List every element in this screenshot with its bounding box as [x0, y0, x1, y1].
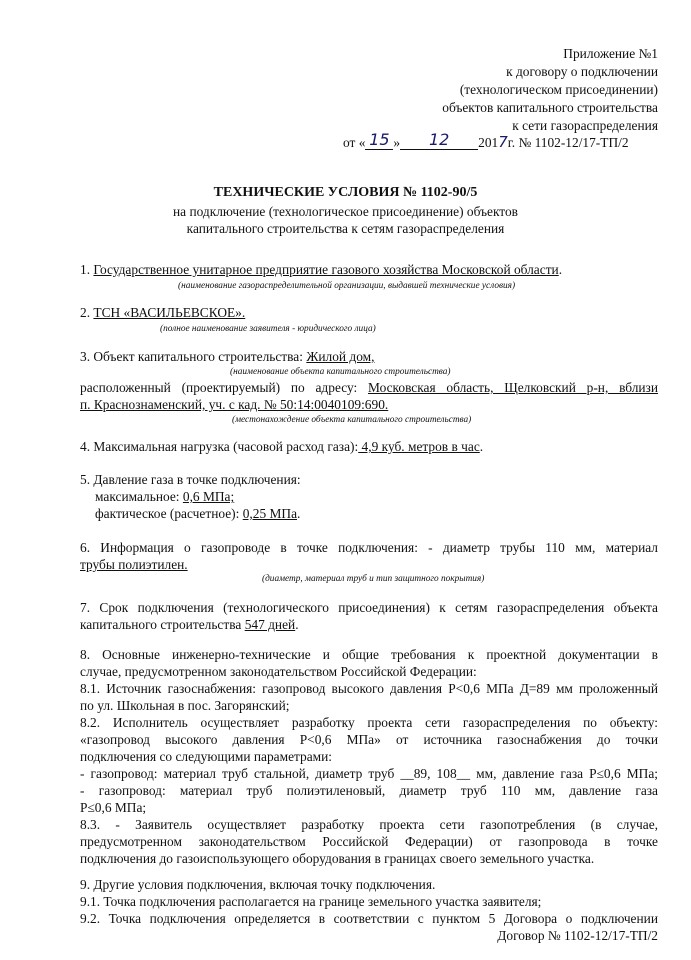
gas-distribution-org: Государственное унитарное предприятие газового хозяйства Московской области — [93, 262, 559, 277]
item-4 — [80, 439, 483, 455]
connection-period: 547 дней — [244, 617, 296, 632]
item-8-line: 8.1. Источник газоснабжения: газопровод высокого давления Р<0,6 МПа Д=89 мм проложенный — [80, 681, 658, 696]
actual-pressure-label: фактическое (расчетное): — [95, 506, 240, 521]
document-title: ТЕХНИЧЕСКИЕ УСЛОВИЯ № 1102-90/5 — [213, 185, 478, 200]
item-8-line: подключения со следующими параметрами: — [80, 749, 333, 764]
item-6-line-1: 6. Информация о газопроводе в точке подключения: - диаметр трубы 110 мм, материал — [80, 540, 658, 555]
item-9-line: 9.2. Точка подключения определяется в соответствии с пунктом 5 Договора о подключении — [80, 911, 658, 926]
handwritten-year-suffix: 7 — [498, 133, 508, 151]
item-9-line: 9. Другие условия подключения, включая точку подключения. — [80, 877, 436, 892]
address-line-2: п. Краснознаменский, уч. с кад. № 50:14:0040109:690. — [80, 397, 389, 412]
item-9-line: 9.1. Точка подключения располагается на границе земельного участка заявителя; — [80, 894, 542, 909]
appendix-line: к сети газораспределения — [512, 118, 658, 133]
caption: (наименование газораспределительной организации, выдавшей технические условия) — [178, 281, 516, 291]
applicant-name: ТСН «ВАСИЛЬЕВСКОЕ». — [93, 305, 246, 320]
item-8-line: 8.3. - Заявитель осуществляет разработку проекта сети газопотребления (в случае, — [80, 817, 658, 832]
item-number: 1. — [80, 262, 91, 277]
caption: (полное наименование заявителя - юридического лица) — [160, 324, 376, 334]
appendix-date-line — [343, 132, 629, 156]
item-7-line-1: 7. Срок подключения (технологического присоединения) к сетям газораспределения объекта — [80, 600, 658, 615]
date-year-prefix: 201 — [478, 135, 499, 150]
item-8-line: 8.2. Исполнитель осуществляет разработку проекта сети газораспределения по объекту: — [80, 715, 658, 730]
handwritten-day: 15 — [369, 130, 390, 149]
appendix-line: (технологическом присоединении) — [459, 82, 658, 97]
appendix-line: объектов капитального строительства — [442, 100, 658, 115]
date-day — [365, 130, 393, 150]
item-8-line: 8. Основные инженерно-технические и общие требования к проектной документации в — [80, 647, 658, 662]
actual-pressure-value: 0,25 МПа — [242, 506, 298, 521]
item-8-line: Р≤0,6 МПа; — [80, 800, 147, 815]
address-label: расположенный (проектируемый) по адресу: — [80, 380, 358, 395]
item-8-line: - газопровод: материал труб полиэтиленовый, диаметр труб 110 мм, давление газа — [80, 783, 658, 798]
item-8-line: предусмотренном законодательством Российской Федерации) от газопровода в точке — [80, 834, 658, 849]
item-7-line-2 — [80, 617, 299, 633]
appendix-line: Приложение №1 — [563, 46, 658, 61]
date-month — [400, 130, 478, 150]
punctuation: . — [558, 262, 563, 277]
max-pressure-value: 0,6 МПа; — [182, 489, 235, 504]
punctuation: . — [297, 506, 301, 521]
address-value: Московская область, Щелковский р-н, вблизи — [368, 380, 658, 395]
date-prefix: от « — [343, 135, 366, 150]
item-8-line: - газопровод: материал труб стальной, диаметр труб __89, 108__ мм, давление газа Р≤0,6 МПа; — [80, 766, 658, 781]
address-line — [80, 380, 658, 396]
item-3 — [80, 349, 374, 365]
item-1 — [80, 262, 562, 278]
item-5-lead: 5. Давление газа в точке подключения: — [80, 472, 301, 487]
punctuation: . — [479, 439, 484, 454]
item-lead: капитального строительства — [80, 617, 242, 632]
date-mid: » — [393, 135, 401, 150]
item-6-line-2: трубы полиэтилен. — [80, 557, 188, 572]
item-8-line: по ул. Школьная в пос. Загорянский; — [80, 698, 290, 713]
max-pressure — [95, 489, 234, 505]
footer-contract: Договор № 1102-12/17-ТП/2 — [497, 928, 658, 943]
actual-pressure — [95, 506, 300, 522]
max-pressure-label: максимальное: — [95, 489, 180, 504]
item-8-line: «газопровод высокого давления Р<0,6 МПа» от источника газоснабжения до точки — [80, 732, 658, 747]
item-number: 2. — [80, 305, 91, 320]
handwritten-month: 12 — [428, 130, 450, 149]
item-lead: 4. Максимальная нагрузка (часовой расход газа): — [80, 439, 359, 454]
max-load-value: 4,9 куб. метров в час — [358, 439, 480, 454]
item-lead: 3. Объект капитального строительства: — [80, 349, 303, 364]
document-subtitle: капитального строительства к сетям газораспределения — [186, 221, 505, 236]
item-8-line: подключения до газоиспользующего оборудования в границах своего земельного участка. — [80, 851, 595, 866]
item-2 — [80, 305, 245, 321]
punctuation: . — [295, 617, 299, 632]
caption: (наименование объекта капитального строительства) — [230, 367, 451, 377]
appendix-line: к договору о подключении — [506, 64, 658, 79]
date-tail: г. № 1102-12/17-ТП/2 — [507, 135, 629, 150]
item-8-line: случае, предусмотренном законодательством Российской Федерации: — [80, 664, 477, 679]
document-subtitle: на подключение (технологическое присоединение) объектов — [173, 204, 518, 219]
object-name: Жилой дом, — [306, 349, 375, 364]
caption: (диаметр, материал труб и тип защитного покрытия) — [262, 574, 485, 584]
caption: (местонахождение объекта капитального строительства) — [232, 415, 472, 425]
